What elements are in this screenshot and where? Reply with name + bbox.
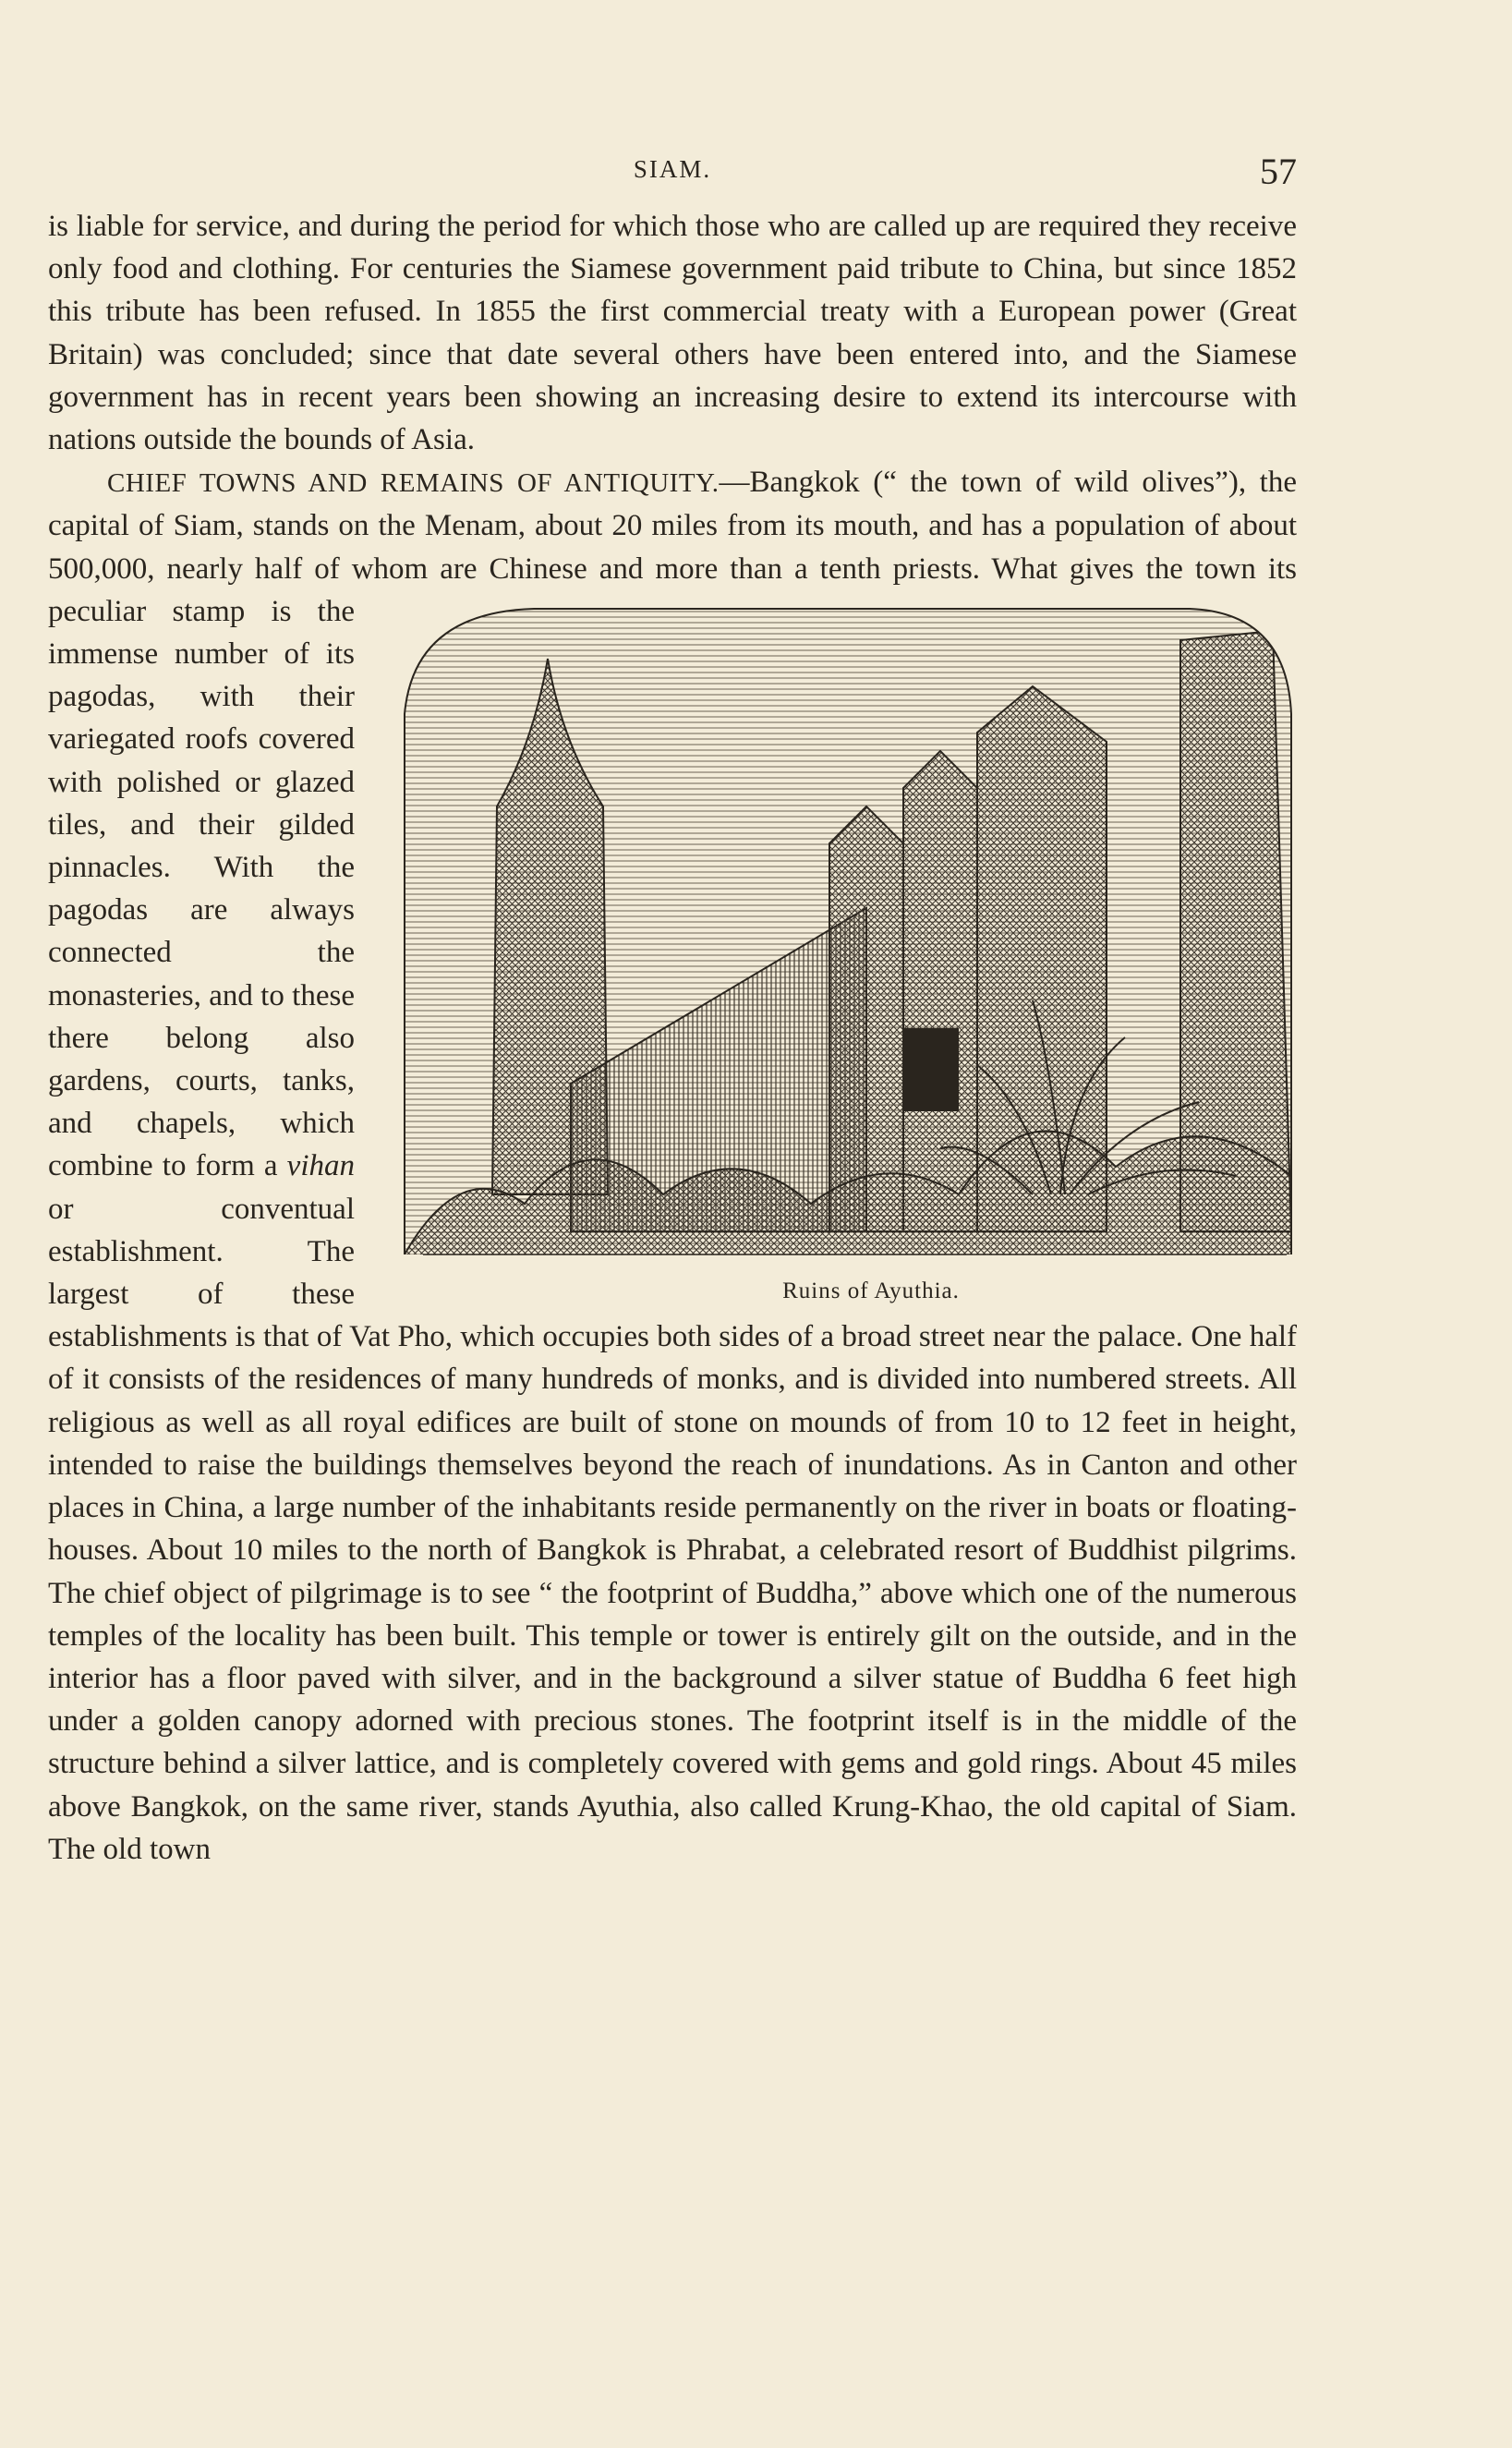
paragraph-2-text-a-post: and more than a tenth priests. What gives the town its peculiar stamp is the immense number of its pagodas, with their variegated roofs covered with polished or glazed tiles, and their gilded pinnacles. With the pagodas are always connected the monasteries, and to these there belong also gardens, courts, tanks, and chapels, which combine to form a: [48, 551, 1297, 1183]
paragraph-1: is liable for service, and during the period for which those who are called up are required they receive only food and clothing. For centuries the Siamese government paid tribute to China, but since 1852 this tribute has been refused. In 1855 the first commercial treaty with a European power (Great Britain) was concluded; since that date several others have been entered into, and the Siamese government has in recent years been showing an increasing desire to extend its intercourse with nations outside the bounds of Asia.: [48, 210, 1297, 457]
ruins-engraving: [386, 603, 1297, 1268]
paragraph-2: [48, 461, 1297, 1871]
body-text: [48, 205, 1297, 1871]
ruins-figure: [386, 603, 1297, 1305]
paragraph-2-text-a: [48, 466, 1297, 1303]
italic-term: vihan: [286, 1149, 355, 1183]
running-head: [48, 150, 1297, 196]
section-heading: CHIEF TOWNS AND REMAINS OF ANTIQUITY.: [107, 468, 720, 499]
running-title: SIAM.: [633, 155, 712, 183]
page-number: 57: [1260, 151, 1297, 192]
paragraph-2-text-b: or conventual establishment. The largest of these establishments is that of Vat Pho, which occupies both sides of a broad street near the palace. One half of it consists of the residences of many hundreds of monks, and is divided into numbered streets. All religious as well as all royal edifices are built of stone on mounds of from 10 to 12 feet in height, intended to raise the buildings themselves beyond the reach of inundations. As in Canton and other places in China, a large number of the inhabitants reside permanently on the river in boats or floating-houses. About 10 miles to the north of Bangkok is Phrabat, a celebrated resort of Buddhist pilgrims. The chief object of pilgrimage is to see “ the footprint of Buddha,” above which one of the numerous temples of the locality has been built. This temple or tower is entirely gilt on the outside, and in the interior has a floor paved with silver, and in the background a silver statue of Buddha 6 feet high under a golden canopy adorned with precious stones. The footprint itself is in the middle of the structure behind a silver lattice, and is completely covered with gems and gold rings. About 45 miles above Bangkok, on the same river, stands Ayuthia, also called Krung-Khao, the old capital of Siam. The old town: [48, 1192, 1297, 1866]
figure-caption: Ruins of Ayuthia.: [782, 1278, 960, 1303]
paragraph-2-text-a-pre: —Bangkok (“ the town of wild olives”), the capital of Siam, stands on the Menam, about 20 miles from its mouth, and has a population of about 500,000, nearly half of whom are Chinese: [48, 466, 1297, 586]
